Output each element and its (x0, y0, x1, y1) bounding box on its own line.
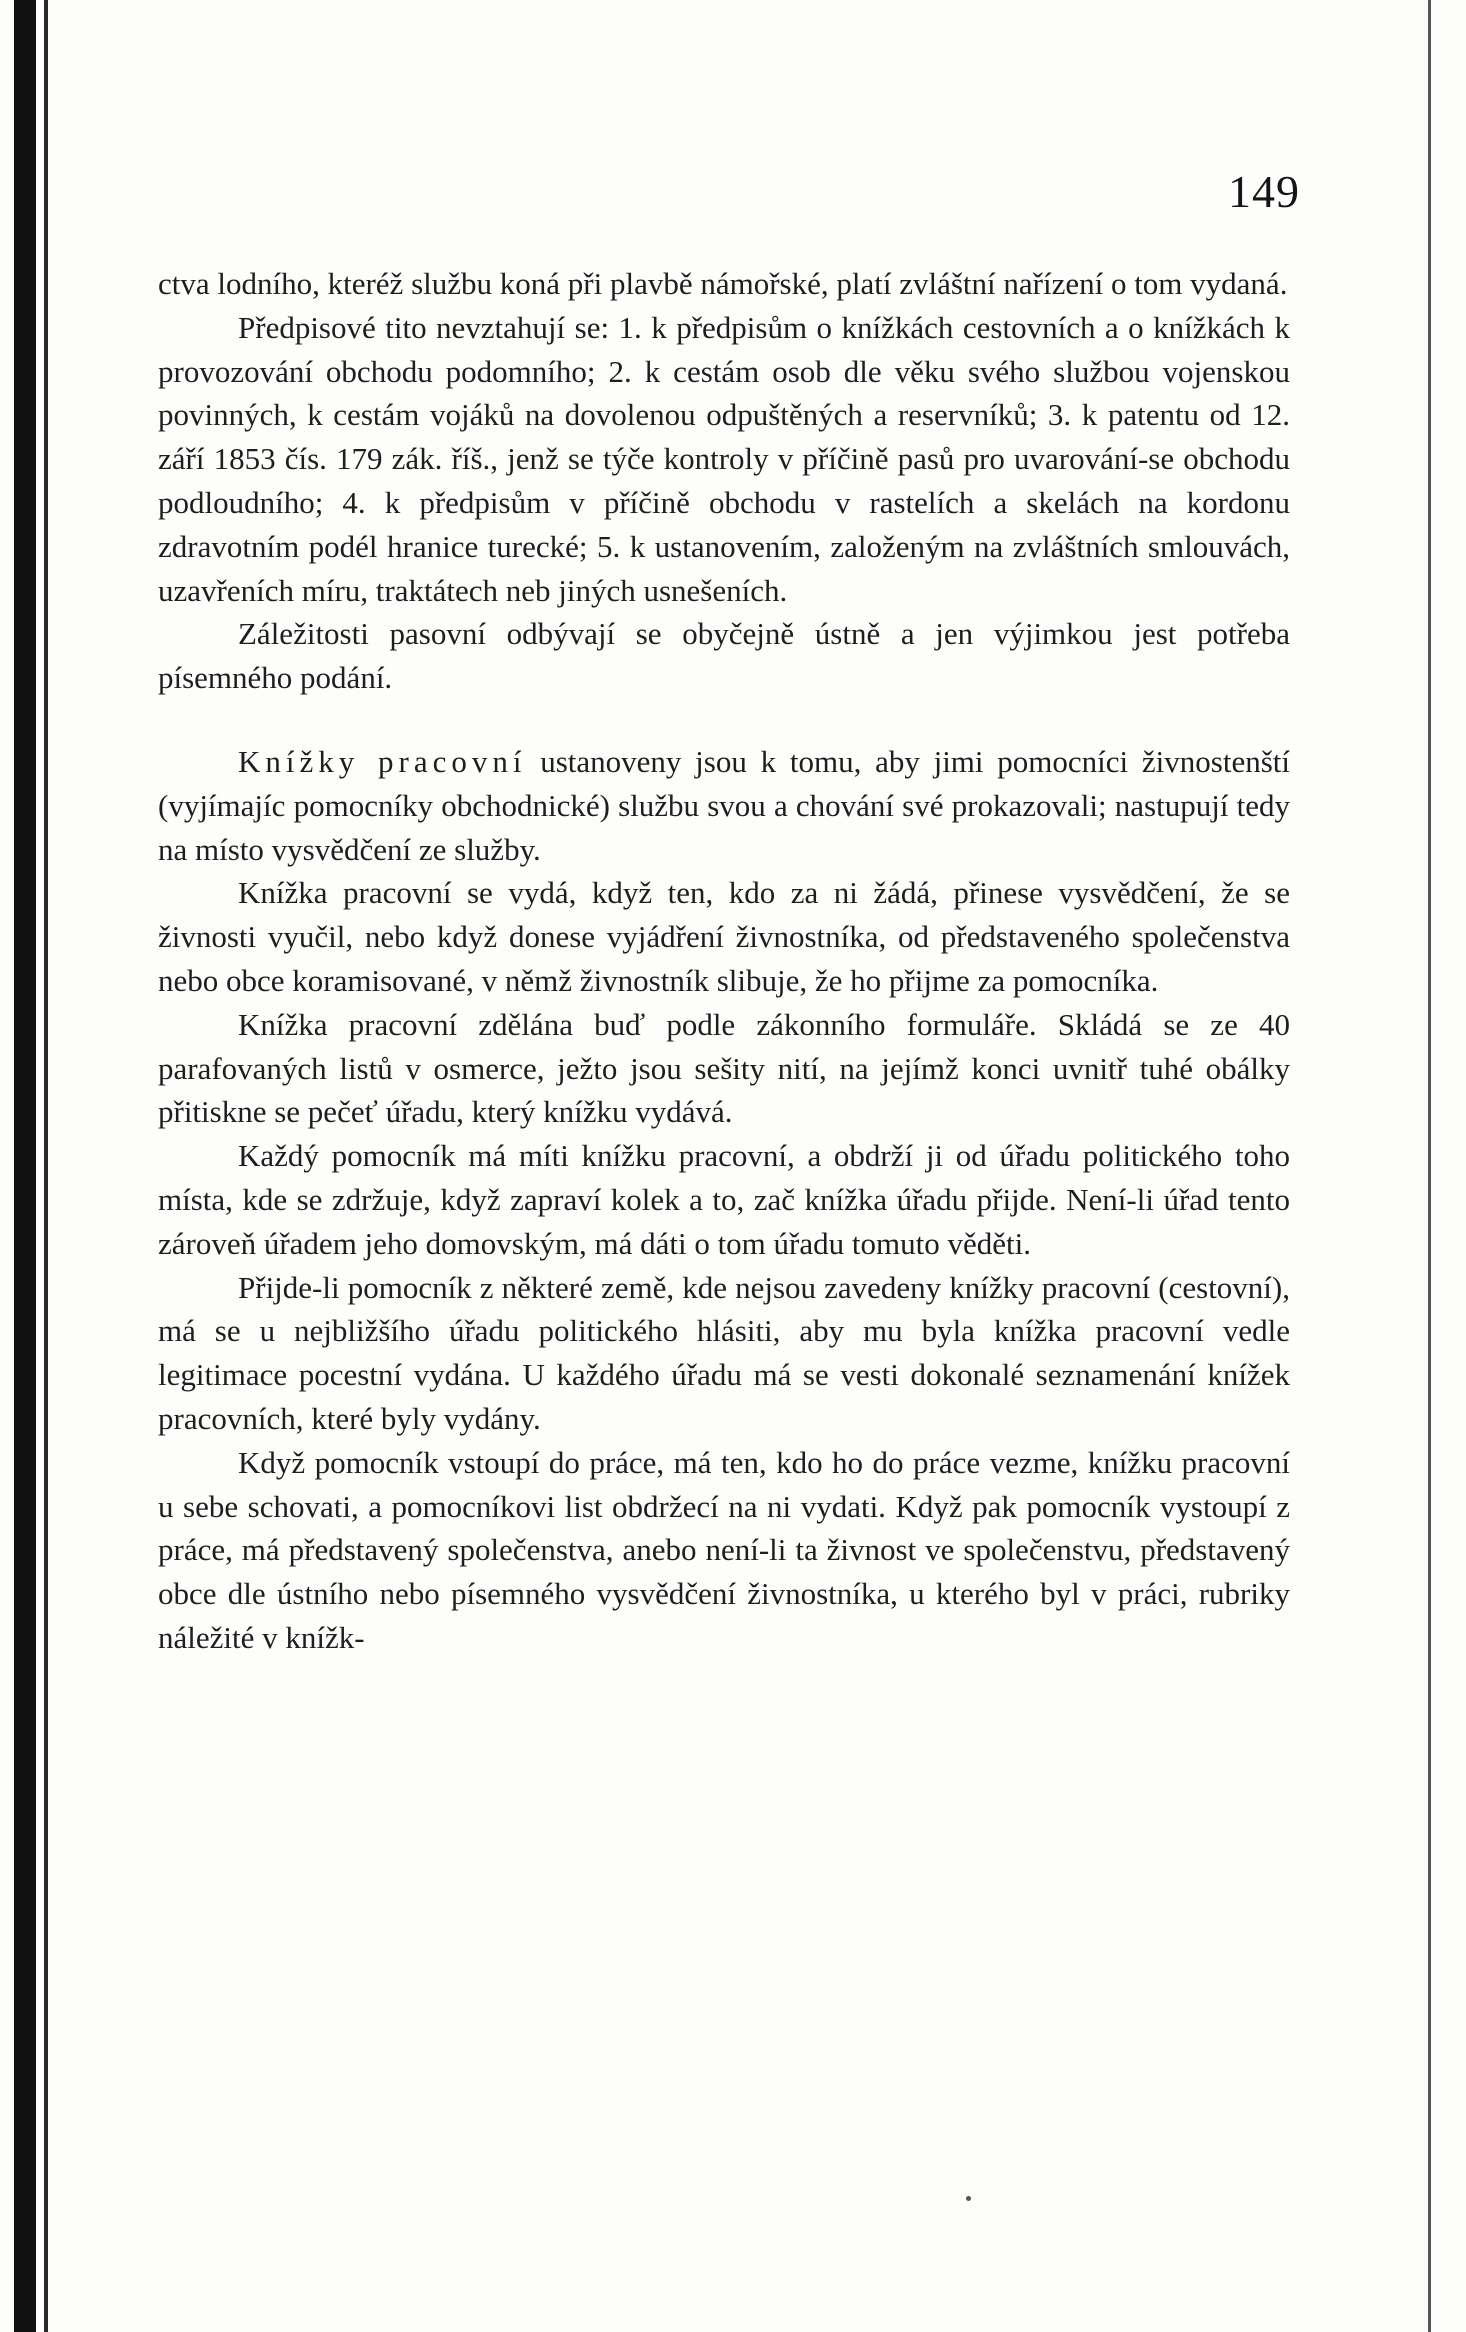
paragraph: Knížka pracovní se vydá, když ten, kdo za ni žádá, přinese vysvědčení, že se živnosti vyučil, nebo když donese vyjádření živnostníka, od představeného společenstva nebo obce koramisované, v němž živnostník slibuje, že ho přijme za pomocníka. (158, 875, 1290, 998)
paragraph: ctva lodního, kteréž službu koná při plavbě námořské, platí zvláštní nařízení o tom vydaná. (158, 266, 1288, 301)
paragraph: Předpisové tito nevztahují se: 1. k předpisům o knížkách cestovních a o knížkách k provozování obchodu podomního; 2. k cestám osob dle věku svého službou vojenskou povinných, k cestám vojáků na dovolenou odpuštěných a reservníků; 3. k patentu od 12. září 1853 čís. 179 zák. říš., jenž se týče kontroly v příčině pasů pro uvarování-se obchodu podloudního; 4. k předpisům v příčině obchodu v rastelích a skelách na kordonu zdravotním podél hranice turecké; 5. k ustanovením, založeným na zvláštních smlouvách, uzavřeních míru, traktátech neb jiných usnešeních. (158, 309, 1290, 608)
page-binding-edge (14, 0, 36, 2332)
section-lead-term: Knížky pracovní (238, 743, 527, 779)
paragraph: Přijde-li pomocník z některé země, kde nejsou zavedeny knížky pracovní (cestovní), má se u nejbližšího úřadu politického hlásiti, aby mu byla knížka pracovní vedle legitimace pocestní vydána. U každého úřadu má se vesti dokonalé seznamenání knížek pracovních, které byly vydány. (158, 1269, 1290, 1436)
page-right-edge (1428, 0, 1431, 2332)
paragraph: Knížka pracovní zdělána buď podle zákonního formuláře. Skládá se ze 40 parafovaných listů v osmerce, ježto jsou sešity nití, na jejímž konci uvnitř tuhé obálky přitiskne se pečeť úřadu, který knížku vydává. (158, 1006, 1290, 1130)
page-binding-line (44, 0, 48, 2332)
print-speck (966, 2196, 971, 2201)
body-text (158, 262, 1290, 1660)
paragraph-section-start (158, 740, 1290, 871)
paragraph: Každý pomocník má míti knížku pracovní, a obdrží ji od úřadu politického toho místa, kde se zdržuje, když zapraví kolek a to, zač knížka úřadu přijde. Není-li úřad tento zároveň úřadem jeho domovským, má dáti o tom úřadu tomuto věděti. (158, 1138, 1290, 1261)
page-number: 149 (1228, 166, 1300, 217)
paragraph: Záležitosti pasovní odbývají se obyčejně ústně a jen výjimkou jest potřeba písemného podání. (158, 616, 1290, 696)
paragraph: Když pomocník vstoupí do práce, má ten, kdo ho do práce vezme, knížku pracovní u sebe schovati, a pomocníkovi list obdržecí na ni vydati. Když pak pomocník vystoupí z práce, má představený společenstva, anebo není-li ta živnost ve společenstvu, představený obce dle ústního nebo písemného vysvědčení živnostníka, u kterého byl v práci, rubriky náležité v knížk- (158, 1444, 1290, 1655)
paragraph-text: ustanoveny jsou k tomu, aby jimi pomocníci živnostenští (vyjímajíc pomocníky obchodnické) službu svou a chování své prokazovali; nastupují tedy na místo vysvědčení ze služby. (158, 743, 1290, 867)
